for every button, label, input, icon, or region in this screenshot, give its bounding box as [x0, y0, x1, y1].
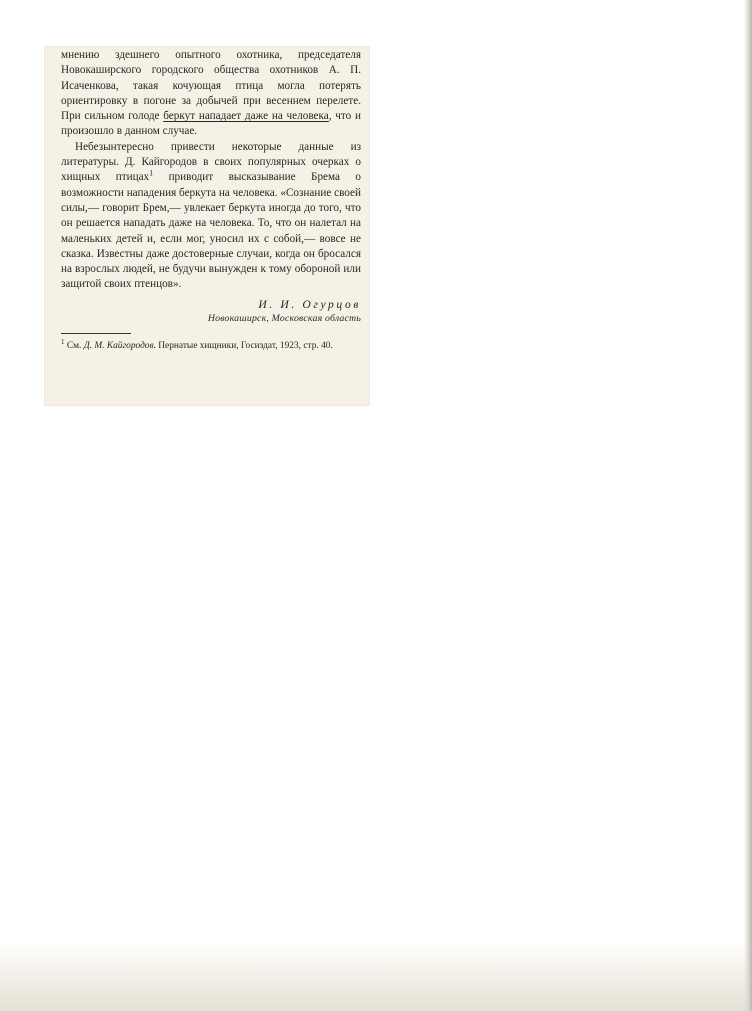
paragraph-1 [61, 48, 361, 140]
footnote-reference: 1 [149, 168, 154, 178]
paragraph-2-start: Небезынтересно привести некоторые данные из литературы. Д. Кайгородов в своих популярных очерках о хищных птицах [61, 140, 361, 184]
footnote [61, 336, 361, 352]
paragraph-2 [61, 140, 361, 293]
page-edge-shadow [744, 0, 752, 1011]
footnote-author: Д. М. Кайгородов. [83, 341, 156, 352]
footnote-number: 1 [61, 338, 65, 347]
author-signature: И. И. Огурцов [258, 297, 361, 311]
footnote-prefix: См. [64, 341, 84, 352]
author-location: Новокаширск, Московская область [207, 313, 361, 325]
underlined-phrase: беркут нападает даже на человека [163, 110, 329, 123]
footnote-divider [61, 333, 131, 334]
footnote-source: Пернатые хищники, Госиздат, 1923, стр. 40. [155, 341, 333, 352]
paragraph-2-end: приводит высказывание Брема о возможности нападения беркута на человека. «Сознание своей силы,— говорит Брем,— увлекает беркута иногда до того, что он решается нападать даже на человека. То, что он налетал на маленьких детей и, если мог, уносил их с собой,— вовсе не сказка. Известны даже достоверные случаи, когда он бросался на взрослых людей, не будучи вынужден к тому обороной или защитой своих птенцов». [61, 171, 361, 291]
paragraph-1-start: мнению здешнего опытного охотника, председателя Новокаширского городского общества охотников А. П. Исаченкова, такая кочующая птица могла потерять ориентировку в погоне за добычей при весеннем перелете. При сильном голоде [61, 49, 361, 123]
clipping-text [61, 48, 361, 352]
paragraph-1-end: , что и произошло в данном случае. [61, 110, 361, 138]
